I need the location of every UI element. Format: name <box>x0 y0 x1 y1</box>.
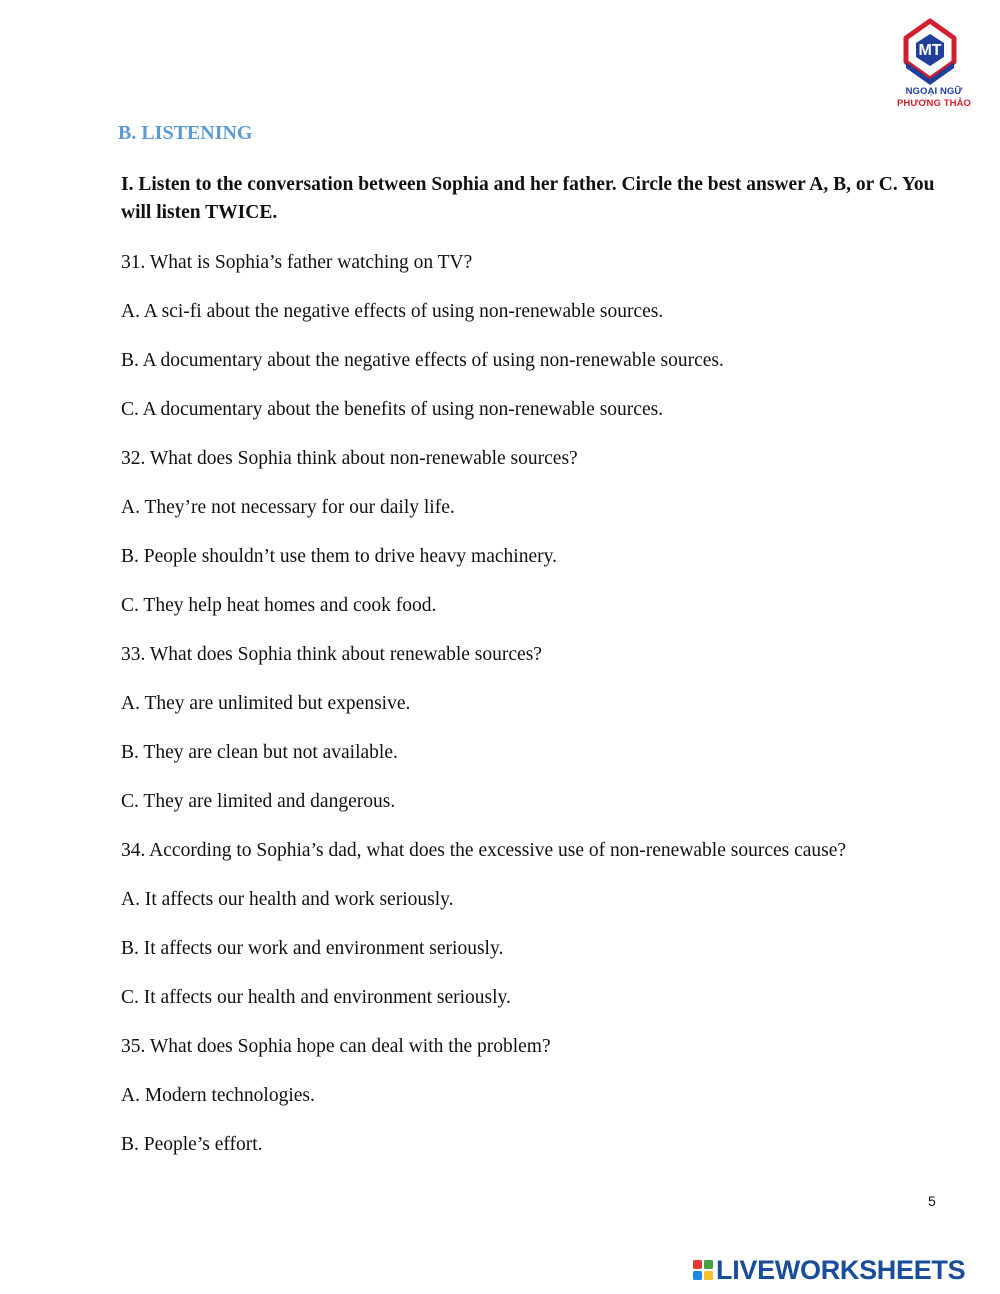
q31-option-b[interactable]: B. A documentary about the negative effects of using non-renewable sources. <box>121 350 724 371</box>
cube-yellow <box>704 1271 713 1280</box>
q31-option-a[interactable]: A. A sci-fi about the negative effects of using non-renewable sources. <box>121 301 664 322</box>
q33-option-b[interactable]: B. They are clean but not available. <box>121 742 398 763</box>
question-35: 35. What does Sophia hope can deal with the problem? <box>121 1036 551 1057</box>
q34-option-c[interactable]: C. It affects our health and environment seriously. <box>121 987 511 1008</box>
logo-line-1: NGOẠI NGỮ <box>905 86 963 97</box>
section-title: B. LISTENING <box>118 122 253 144</box>
question-34: 34. According to Sophia’s dad, what does the excessive use of non-renewable sources cause? <box>121 840 847 861</box>
liveworksheets-brand[interactable] <box>693 1253 965 1287</box>
question-31: 31. What is Sophia’s father watching on TV? <box>121 252 473 273</box>
cube-blue <box>693 1271 702 1280</box>
q33-option-a[interactable]: A. They are unlimited but expensive. <box>121 693 411 714</box>
page-number: 5 <box>928 1193 936 1209</box>
q35-option-b[interactable]: B. People’s effort. <box>121 1134 263 1155</box>
liveworksheets-cubes-icon <box>693 1260 713 1280</box>
q35-option-a[interactable]: A. Modern technologies. <box>121 1085 315 1106</box>
q32-option-a[interactable]: A. They’re not necessary for our daily life. <box>121 497 455 518</box>
q33-option-c[interactable]: C. They are limited and dangerous. <box>121 791 396 812</box>
cube-red <box>693 1260 702 1269</box>
q34-option-b[interactable]: B. It affects our work and environment seriously. <box>121 938 504 959</box>
question-33: 33. What does Sophia think about renewable sources? <box>121 644 542 665</box>
liveworksheets-wordmark: LIVEWORKSHEETS <box>716 1254 966 1285</box>
q31-option-c[interactable]: C. A documentary about the benefits of using non-renewable sources. <box>121 399 664 420</box>
q34-option-a[interactable]: A. It affects our health and work seriously. <box>121 889 454 910</box>
instruction-text: I. Listen to the conversation between Sophia and her father. Circle the best answer A, B, or C. You will listen TWICE. <box>121 174 935 223</box>
q32-option-c[interactable]: C. They help heat homes and cook food. <box>121 595 437 616</box>
cube-green <box>704 1260 713 1269</box>
publisher-logo <box>884 18 984 114</box>
question-32: 32. What does Sophia think about non-renewable sources? <box>121 448 578 469</box>
mt-logo-icon <box>884 18 984 88</box>
q32-option-b[interactable]: B. People shouldn’t use them to drive heavy machinery. <box>121 546 557 567</box>
logo-line-2: PHƯƠNG THẢO <box>896 98 972 109</box>
logo-monogram: MT <box>918 42 942 59</box>
